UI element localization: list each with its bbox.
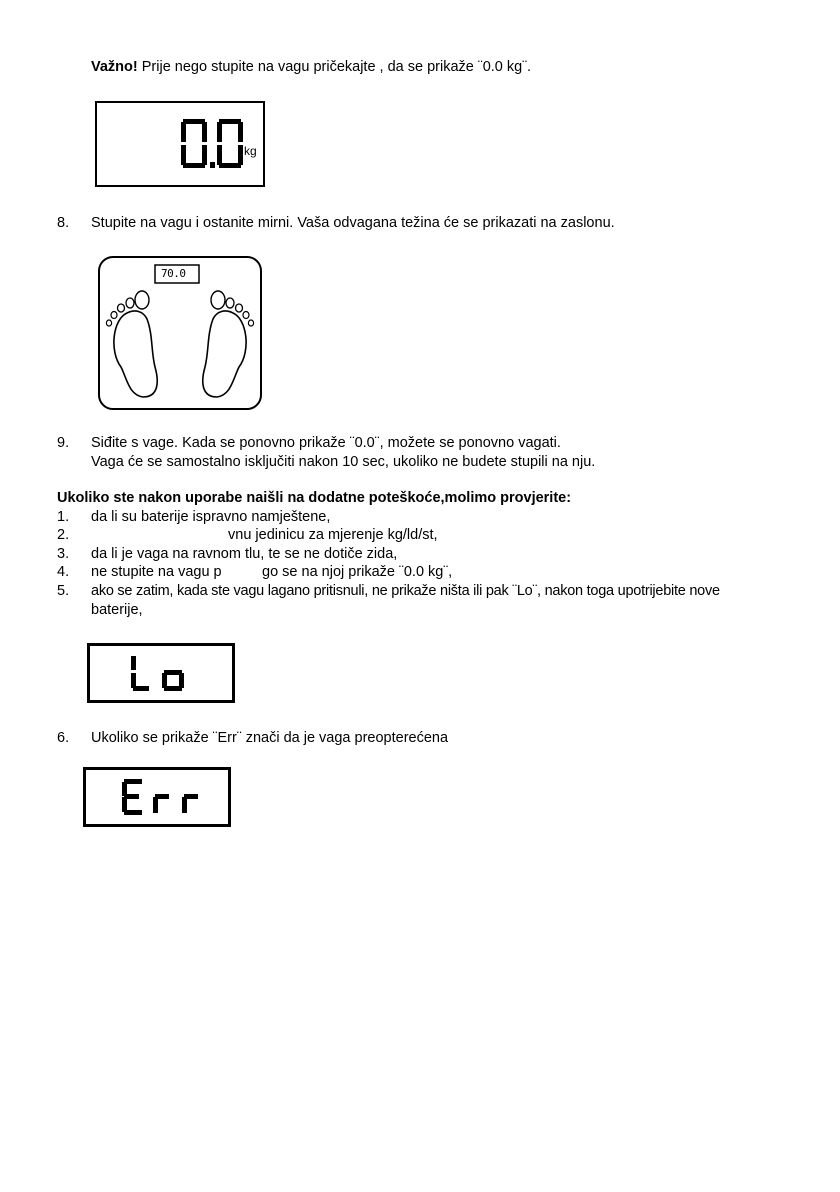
- err-segment-figure: [86, 770, 228, 824]
- lo-segment-figure: [90, 646, 232, 700]
- lo-display: [87, 643, 235, 703]
- item-3-text: da li je vaga na ravnom tlu, te se ne dotiče zida,: [91, 546, 398, 562]
- step-6-number: 6.: [57, 730, 70, 746]
- item-1-number: 1.: [57, 509, 70, 525]
- item-1-text: da li su baterije ispravno namještene,: [91, 509, 331, 525]
- step-9-number: 9.: [57, 435, 70, 451]
- step-8-number: 8.: [57, 215, 70, 231]
- important-text: Prije nego stupite na vagu pričekajte , da se prikaže ¨0.0 kg¨.: [141, 59, 532, 75]
- step-9-line-1: Siđite s vage. Kada se ponovno prikaže ¨0.0¨, možete se ponovno vagati.: [91, 435, 561, 451]
- err-display: [83, 767, 231, 827]
- item-5-number: 5.: [57, 583, 70, 599]
- item-5-text-cont: baterije,: [91, 602, 143, 618]
- scale-illustration: [97, 255, 263, 411]
- item-5-text: ako se zatim, kada ste vagu lagano pritisnuli, ne prikaže ništa ili pak ¨Lo¨, nakon toga upotrijebite nove: [91, 583, 720, 599]
- item-4-number: 4.: [57, 564, 70, 580]
- seven-segment-zero-figure: [97, 103, 263, 185]
- item-2-text: vnu jedinicu za mjerenje kg/ld/st,: [228, 527, 438, 543]
- zero-kg-display: [95, 101, 265, 187]
- item-4-text-b: go se na njoj prikaže ¨0.0 kg¨,: [262, 564, 453, 580]
- step-9-line-2: Vaga će se samostalno isključiti nakon 10 sec, ukoliko ne budete stupili na nju.: [91, 454, 596, 470]
- important-note: [91, 58, 531, 76]
- item-2-number: 2.: [57, 527, 70, 543]
- kg-unit: kg: [244, 144, 257, 158]
- scale-weight-readout: 70.0: [161, 267, 186, 280]
- step-8-text: Stupite na vagu i ostanite mirni. Vaša odvagana težina će se prikazati na zaslonu.: [91, 215, 615, 231]
- step-6-text: Ukoliko se prikaže ¨Err¨ znači da je vaga preopterećena: [91, 730, 449, 746]
- troubleshoot-heading: Ukoliko ste nakon uporabe naišli na dodatne poteškoće,molimo provjerite:: [57, 490, 572, 506]
- important-label: Važno!: [91, 59, 138, 75]
- item-3-number: 3.: [57, 546, 70, 562]
- item-4-text-a: ne stupite na vagu p: [91, 564, 222, 580]
